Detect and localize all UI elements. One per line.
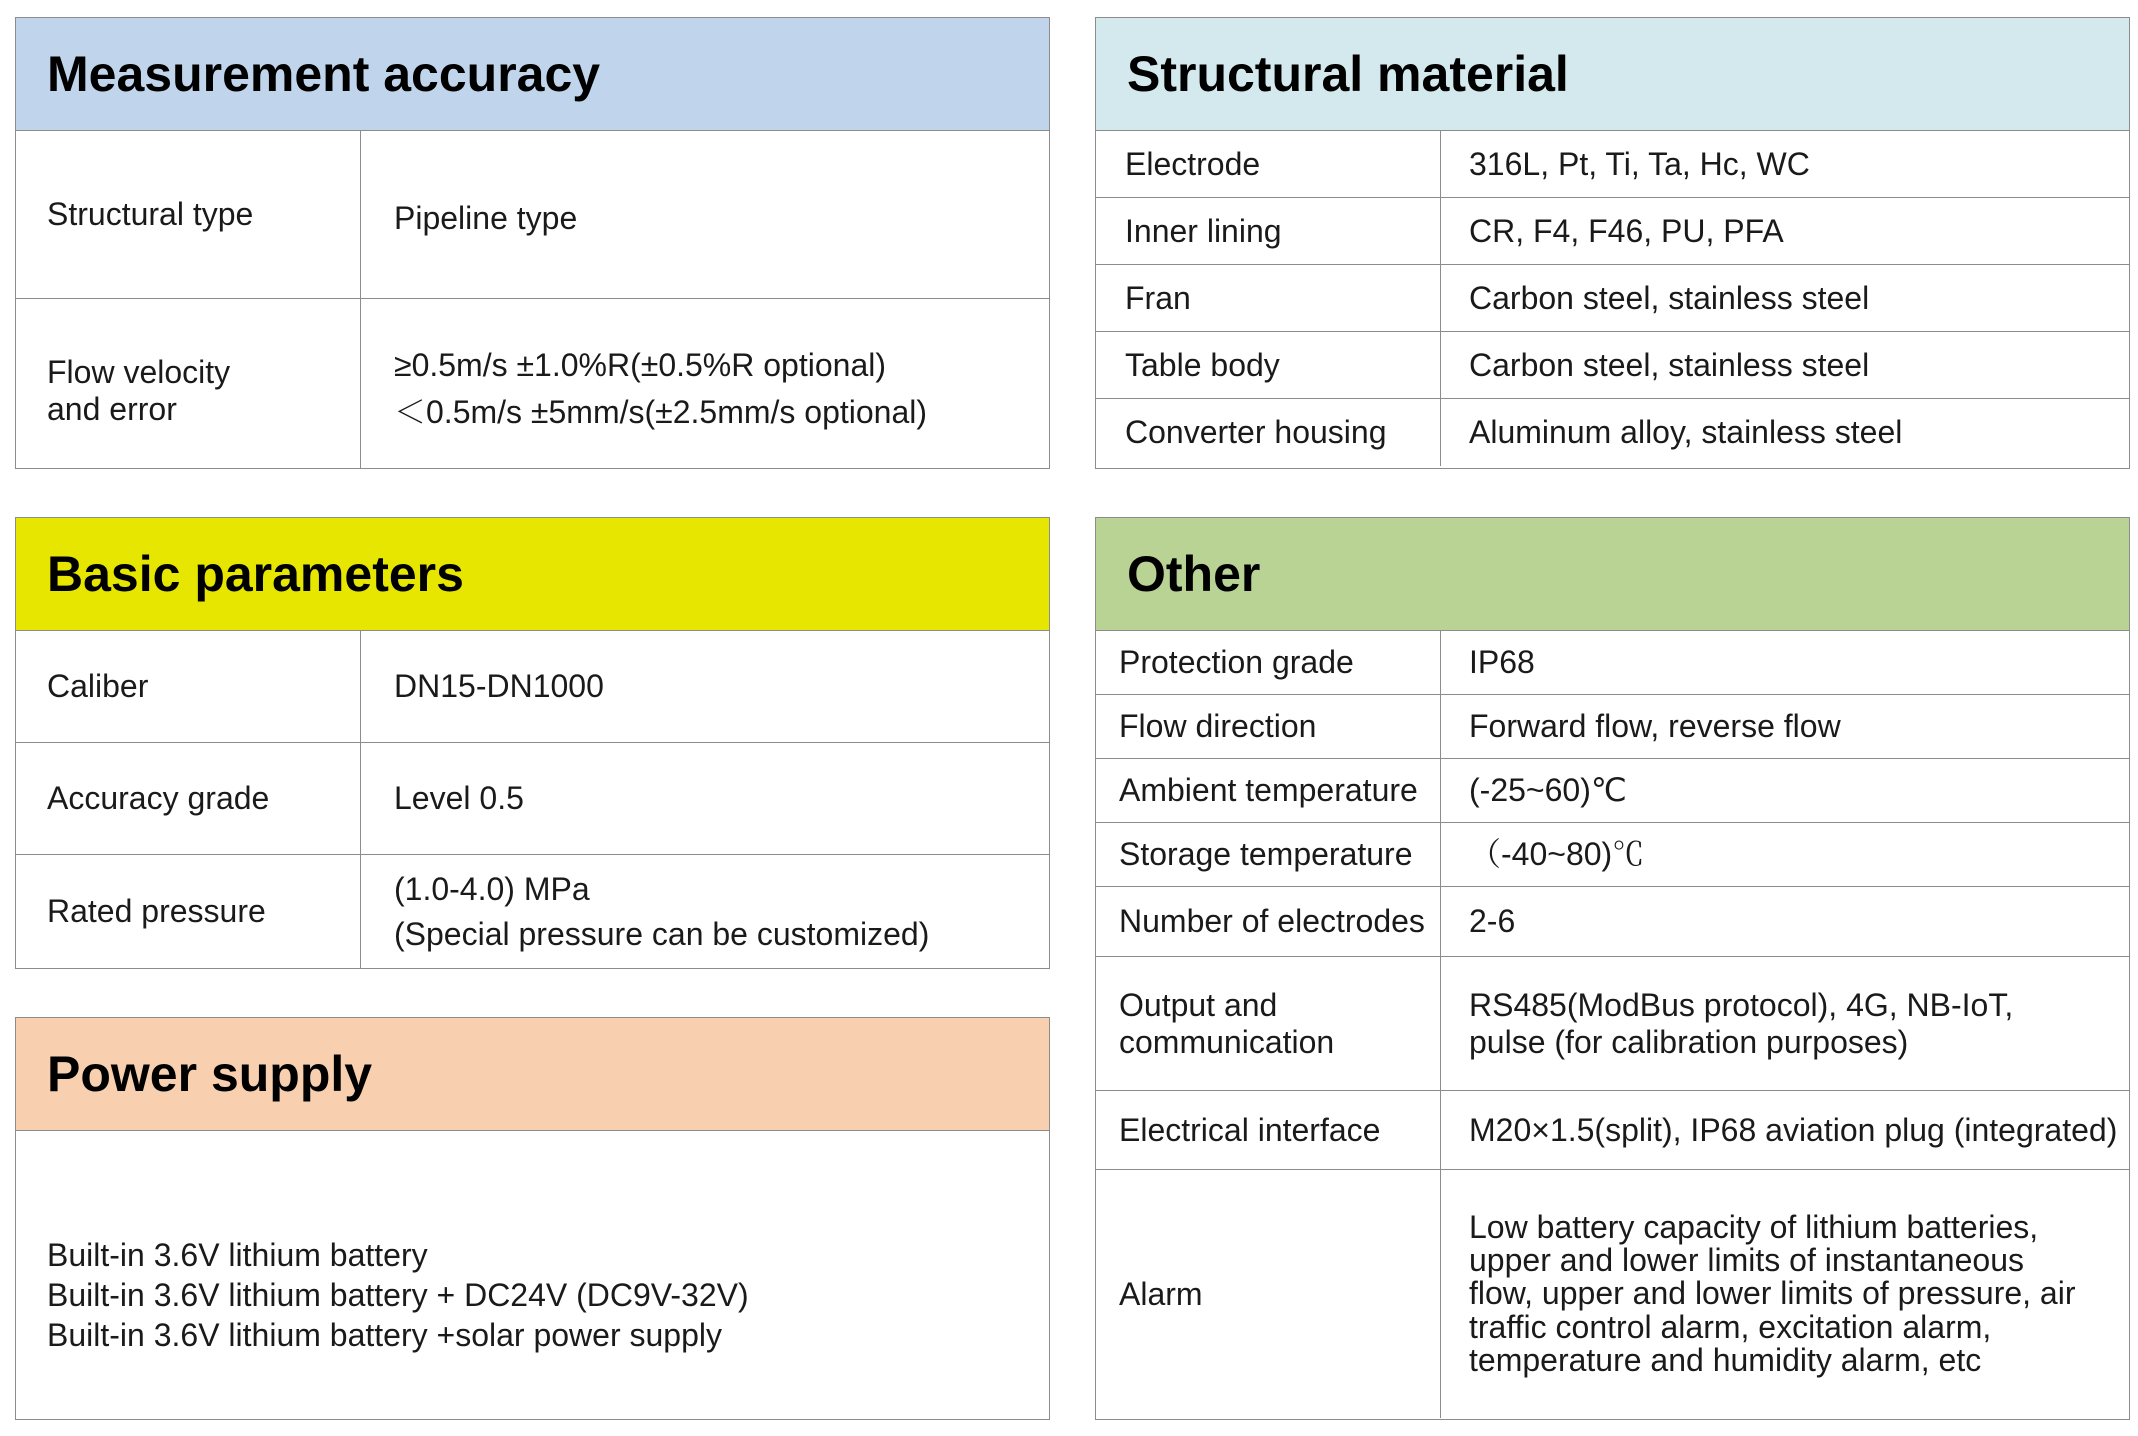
table-row <box>1096 759 2129 823</box>
row-value: DN15-DN1000 <box>394 668 604 705</box>
table-row <box>1096 887 2129 957</box>
table-row <box>1096 265 2129 332</box>
table-row <box>1096 1091 2129 1170</box>
row-label: Storage temperature <box>1096 823 1441 886</box>
row-label: Ambient temperature <box>1096 759 1441 822</box>
row-value: Forward flow, reverse flow <box>1469 708 1841 745</box>
row-value: 316L, Pt, Ti, Ta, Hc, WC <box>1469 145 1810 182</box>
row-value: Low battery capacity of lithium batteries, upper and lower limits of instantaneous flow, upper and lower limits of pressure, air traffic control alarm, excitation alarm, temperature and humidity alarm, etc <box>1469 1208 2076 1378</box>
other-table <box>1096 631 2129 1418</box>
table-row <box>1096 695 2129 759</box>
row-value: Pipeline type <box>394 200 578 237</box>
power-supply-options: Built-in 3.6V lithium battery Built-in 3.6V lithium battery + DC24V (DC9V-32V) Built-in 3.6V lithium battery +solar power supply <box>47 1237 749 1353</box>
table-row <box>1096 823 2129 887</box>
row-value: Carbon steel, stainless steel <box>1469 279 1870 316</box>
row-value: Aluminum alloy, stainless steel <box>1469 414 1903 451</box>
table-row <box>1096 1170 2129 1418</box>
row-value: (1.0-4.0) MPa (Special pressure can be customized) <box>394 870 930 952</box>
row-label: Caliber <box>16 631 361 742</box>
row-label: Electrical interface <box>1096 1091 1441 1169</box>
basic-parameters-title: Basic parameters <box>16 518 1049 631</box>
structural-material-panel <box>1095 17 2130 469</box>
row-label: Flow direction <box>1096 695 1441 758</box>
table-row <box>1096 131 2129 198</box>
table-row <box>1096 198 2129 265</box>
row-value: IP68 <box>1469 644 1535 681</box>
row-label: Output and communication <box>1096 957 1441 1090</box>
row-label: Electrode <box>1096 131 1441 197</box>
table-row <box>1096 631 2129 695</box>
row-value: M20×1.5(split), IP68 aviation plug (integrated) <box>1469 1111 2118 1148</box>
row-label: Accuracy grade <box>16 743 361 854</box>
other-panel <box>1095 517 2130 1420</box>
row-label: Table body <box>1096 332 1441 398</box>
table-row <box>16 631 1049 743</box>
power-supply-title: Power supply <box>16 1018 1049 1131</box>
row-label: Rated pressure <box>16 855 361 968</box>
row-label: Fran <box>1096 265 1441 331</box>
measurement-accuracy-table <box>16 131 1049 468</box>
structural-material-title: Structural material <box>1096 18 2129 131</box>
structural-material-table <box>1096 131 2129 466</box>
table-row <box>16 855 1049 968</box>
row-value: ≥0.5m/s ±1.0%R(±0.5%R optional) ＜0.5m/s ±5mm/s(±2.5mm/s optional) <box>394 347 928 430</box>
table-row <box>1096 399 2129 466</box>
row-value: Carbon steel, stainless steel <box>1469 346 1870 383</box>
power-supply-panel <box>15 1017 1050 1420</box>
row-label: Structural type <box>16 131 361 298</box>
row-value: 2-6 <box>1469 903 1516 940</box>
row-label: Inner lining <box>1096 198 1441 264</box>
basic-parameters-panel <box>15 517 1050 969</box>
row-value: CR, F4, F46, PU, PFA <box>1469 212 1784 249</box>
row-label: Converter housing <box>1096 399 1441 466</box>
table-row <box>1096 957 2129 1091</box>
row-value: (-25~60)℃ <box>1469 772 1627 809</box>
row-value: （-40~80)℃ <box>1469 836 1645 873</box>
row-label: Alarm <box>1096 1170 1441 1418</box>
measurement-accuracy-panel <box>15 17 1050 469</box>
basic-parameters-table <box>16 631 1049 968</box>
measurement-accuracy-title: Measurement accuracy <box>16 18 1049 131</box>
table-row <box>16 131 1049 299</box>
row-label: Flow velocity and error <box>16 299 361 468</box>
table-row <box>16 743 1049 855</box>
row-label: Protection grade <box>1096 631 1441 694</box>
row-value: Level 0.5 <box>394 780 524 817</box>
row-label: Number of electrodes <box>1096 887 1441 956</box>
row-value: RS485(ModBus protocol), 4G, NB-IoT, pulse (for calibration purposes) <box>1469 986 2014 1060</box>
other-title: Other <box>1096 518 2129 631</box>
table-row <box>1096 332 2129 399</box>
table-row <box>16 299 1049 468</box>
